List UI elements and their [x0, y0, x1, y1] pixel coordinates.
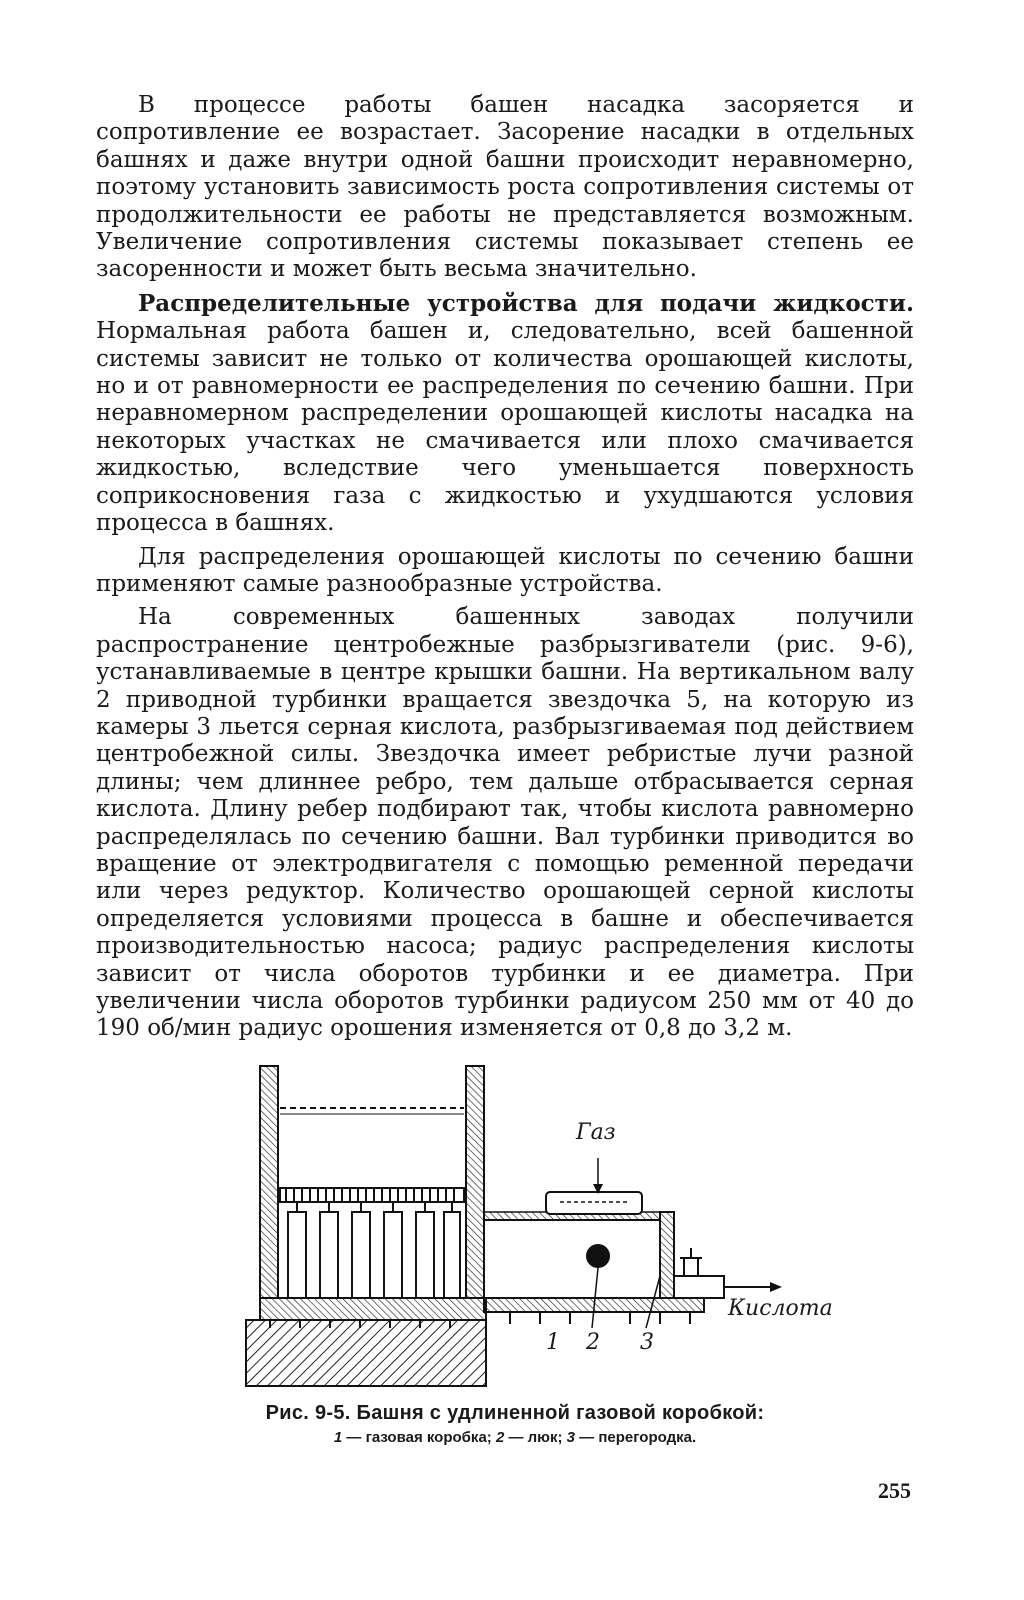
tower-left-wall: [260, 1066, 278, 1298]
body-text: [96, 92, 914, 1049]
paragraph-4: [96, 604, 914, 1043]
gas-box: [484, 1220, 660, 1298]
paragraph-2: [96, 290, 914, 538]
label-num-3: 3: [640, 1330, 654, 1355]
tower-right-wall: [466, 1066, 484, 1298]
page-number: 255: [878, 1478, 911, 1503]
support-columns: [288, 1212, 460, 1298]
paragraph-3-text: Для распределения орошающей кислоты по сечению башни применяют самые разнообразные устройства.: [96, 543, 914, 597]
legend-num-1: 1: [333, 1429, 343, 1446]
tower-figure: [240, 1062, 840, 1392]
manhole: [586, 1244, 610, 1268]
paragraph-3: [96, 544, 914, 599]
label-num-2: 2: [586, 1330, 600, 1355]
figure-caption: [120, 1402, 910, 1446]
legend-num-2: 2: [495, 1429, 505, 1446]
label-num-1: 1: [546, 1330, 560, 1355]
paragraph-4-text: На современных башенных заводах получили распространение центробежные разбрызгиватели (рис. 9-6), устанавливаемые в центре крышки башни. На вертикальном валу 2 приводной турбинки вращается звездочка 5, на которую из камеры 3 льется серная кислота, разбрызгиваемая под действием центробежной силы. Звездочка имеет ребристые лучи разной длины; чем длиннее ребро, тем дальше отбрасывается серная кислота. Длину ребер подбирают так, чтобы кислота равномерно распределялась по сечению башни. Вал турбинки приводится во вращение от электродвигателя с помощью ременной передачи или через редуктор. Количество орошающей серной кислоты определяется условиями процесса в башне и обеспечивается производительностью насоса; радиус распределения кислоты зависит от числа оборотов турбинки и ее диаметра. При увеличении числа оборотов турбинки радиусом 250 мм от 40 до 190 об/мин радиус орошения изменяется от 0,8 до 3,2 м.: [96, 604, 914, 1042]
label-gas: Газ: [576, 1120, 616, 1145]
paragraph-1: [96, 92, 914, 284]
legend-text-3: — перегородка.: [574, 1429, 697, 1446]
foundation: [246, 1320, 486, 1386]
tower-bottom: [260, 1298, 486, 1320]
legend-num-3: 3: [566, 1429, 575, 1446]
tower-drawing: [240, 1062, 840, 1392]
caption-legend: [120, 1429, 910, 1446]
paragraph-2-text: Нормальная работа башен и, следовательно, всей башенной системы зависит не только от количества орошающей кислоты, но и от равномерности ее распределения по сечению башни. При неравномерном распределении орошающей кислоты насадка на некоторых участках не смачивается или плохо смачивается жидкостью, вследствие чего уменьшается поверхность соприкосновения газа с жидкостью и ухудшаются условия процесса в башнях.: [96, 318, 914, 537]
label-acid: Кислота: [728, 1296, 833, 1321]
gas-inlet: [546, 1192, 642, 1214]
caption-title: Рис. 9-5. Башня с удлиненной газовой коробкой:: [265, 1402, 765, 1424]
partition: [660, 1212, 674, 1298]
grate: [280, 1188, 464, 1202]
legend-text-1: — газовая коробка;: [342, 1429, 496, 1446]
paragraph-1-text: В процессе работы башен насадка засоряется и сопротивление ее возрастает. Засорение насадки в отдельных башнях и даже внутри одной башни происходит неравномерно, поэтому установить зависимость роста сопротивления системы от продолжительности ее работы не представляется возможным. Увеличение сопротивления системы показывает степень ее засоренности и может быть весьма значительно.: [96, 92, 914, 283]
legend-text-2: — люк;: [504, 1429, 567, 1446]
section-heading: Распределительные устройства для подачи жидкости.: [138, 289, 914, 317]
